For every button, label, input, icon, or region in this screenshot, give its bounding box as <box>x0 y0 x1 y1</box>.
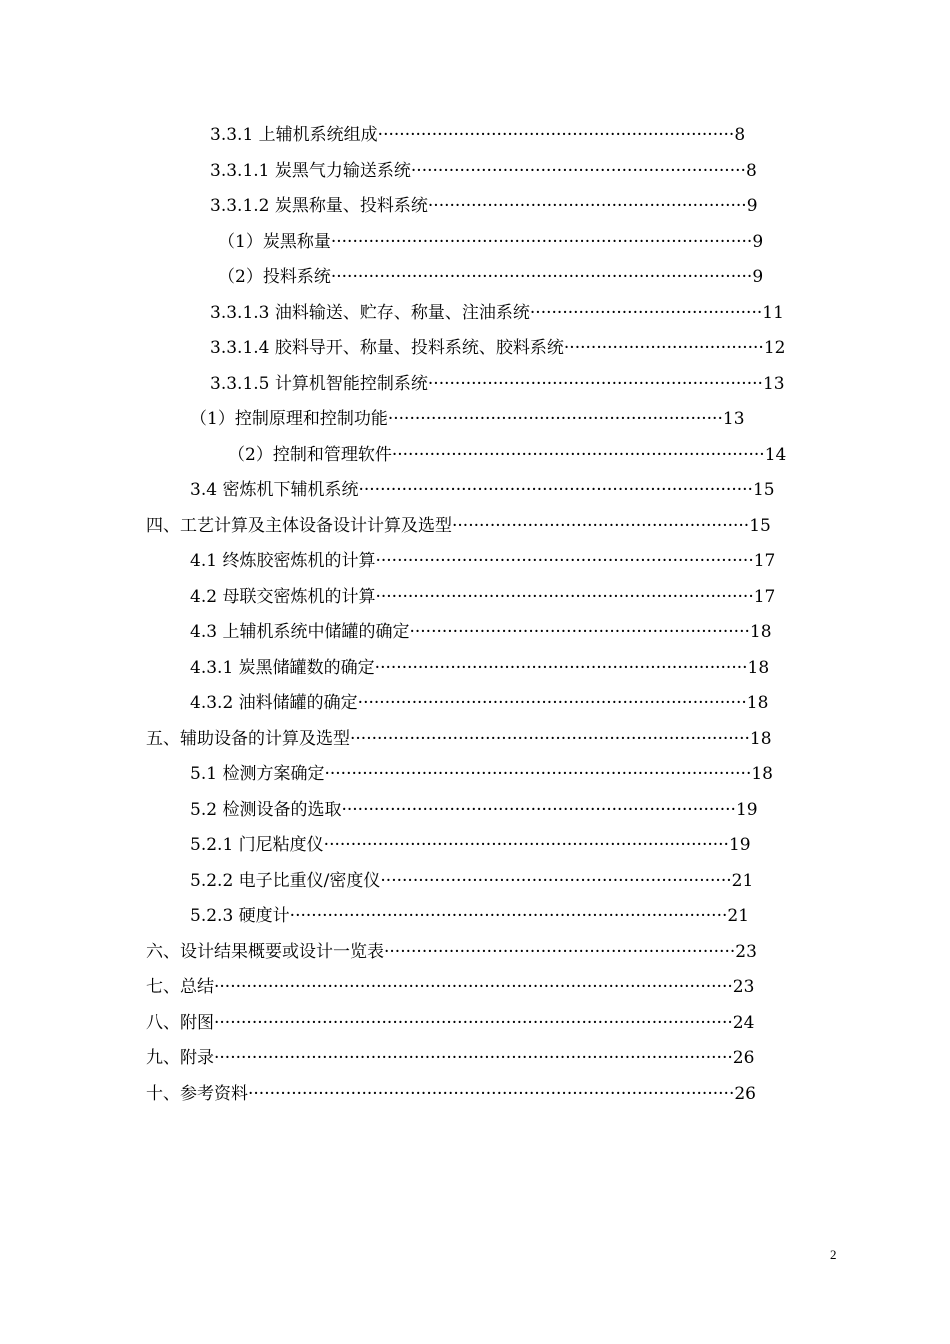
dot-leader: ··········································· <box>529 302 763 323</box>
toc-entry-page: 23 <box>735 941 757 962</box>
toc-entry-page: 19 <box>728 835 751 855</box>
toc-entry-label: 3.3.1.2 炭黑称量、投料系统 <box>210 196 428 216</box>
toc-entry-page: 23 <box>732 977 755 997</box>
toc-entry-label: 4.3 上辅机系统中储罐的确定 <box>190 622 410 642</box>
toc-entry-page: 8 <box>745 160 757 181</box>
toc-entry-page: 21 <box>731 870 754 891</box>
toc-entry <box>190 650 776 686</box>
toc-entry-page: 18 <box>749 622 772 642</box>
toc-entry-label: （1）炭黑称量 <box>218 231 331 252</box>
toc-entry-label: 4.3.1 炭黑储罐数的确定 <box>190 657 375 678</box>
toc-entry-page: 18 <box>751 764 773 784</box>
dot-leader: ······································································ <box>375 586 754 607</box>
toc-entry <box>210 366 790 402</box>
toc-entry <box>190 792 762 828</box>
toc-entry-label: 3.3.1.3 油料输送、贮存、称量、注油系统 <box>210 302 530 323</box>
dot-leader: ······························································· <box>409 622 750 642</box>
toc-entry-page: 13 <box>762 373 785 394</box>
toc-entry-label: 3.3.1.4 胶料导开、称量、投料系统、胶料系统 <box>210 338 564 358</box>
toc-entry-page: 17 <box>753 551 776 571</box>
toc-entry-label: 5.1 检测方案确定 <box>190 764 325 784</box>
toc-entry <box>146 934 762 970</box>
toc-entry <box>190 543 780 579</box>
toc-entry-page: 18 <box>746 693 769 713</box>
toc-entry-label: 3.3.1 上辅机系统组成 <box>210 125 378 145</box>
toc-entry-label: 3.4 密炼机下辅机系统 <box>190 480 359 500</box>
dot-leader: ····································································· <box>391 444 765 465</box>
dot-leader: ································································· <box>384 941 736 962</box>
dot-leader: ··············································································· <box>324 764 752 784</box>
toc-entry <box>210 153 762 189</box>
toc-entry <box>146 721 780 757</box>
dot-leader: ······································································ <box>375 551 754 571</box>
toc-entry-label: 5.2.2 电子比重仪/密度仪 <box>190 870 381 891</box>
toc-entry <box>190 863 762 899</box>
toc-entry <box>210 188 762 224</box>
dot-leader: ········································································ <box>357 693 747 713</box>
toc-entry-page: 26 <box>732 1048 755 1068</box>
toc-entry-page: 17 <box>753 586 776 607</box>
toc-entry-page: 13 <box>722 409 745 429</box>
toc-entry-page: 9 <box>752 267 764 287</box>
toc-entry <box>190 614 780 650</box>
toc-entry-page: 21 <box>727 906 750 926</box>
toc-entry <box>190 579 780 615</box>
page-number: 2 <box>830 1247 837 1262</box>
toc-entry-label: 六、设计结果概要或设计一览表 <box>146 941 384 962</box>
toc-entry-label: 3.3.1.5 计算机智能控制系统 <box>210 373 428 394</box>
dot-leader: ········································································· <box>358 480 753 500</box>
toc-entry-label: 七、总结 <box>146 977 214 997</box>
toc-entry-label: 四、工艺计算及主体设备设计计算及选型 <box>146 515 452 536</box>
toc-entry <box>190 401 752 437</box>
toc-entry <box>228 437 792 473</box>
dot-leader: ·························································································· <box>248 1083 735 1104</box>
dot-leader: ······························································ <box>427 373 763 394</box>
dot-leader: ·············································································· <box>330 231 753 252</box>
toc-entry-label: 五、辅助设备的计算及选型 <box>146 728 350 749</box>
dot-leader: ································································· <box>380 870 732 891</box>
toc-entry-page: 14 <box>764 444 787 465</box>
toc-entry-label: （2）控制和管理软件 <box>228 444 392 465</box>
toc-entry <box>190 472 780 508</box>
toc-entry-page: 8 <box>734 125 746 145</box>
toc-entry-page: 9 <box>746 196 758 216</box>
toc-entry-label: 九、附录 <box>146 1048 214 1068</box>
dot-leader: ················································································· <box>289 906 728 926</box>
toc-entry-label: 八、附图 <box>146 1012 214 1033</box>
dot-leader: ··························································· <box>427 196 747 216</box>
toc-entry-page: 15 <box>749 515 771 536</box>
toc-entry <box>190 685 776 721</box>
dot-leader: ·································································· <box>377 125 735 145</box>
dot-leader: ·········································································· <box>350 728 750 749</box>
toc-entry-label: （2）投料系统 <box>218 267 331 287</box>
toc-entry-label: 4.2 母联交密炼机的计算 <box>190 586 376 607</box>
dot-leader: ·············································································· <box>330 267 753 287</box>
toc-entry-label: （1）控制原理和控制功能 <box>190 409 388 429</box>
toc-entry-label: 5.2.3 硬度计 <box>190 906 290 926</box>
dot-leader: ········································································· <box>341 799 736 820</box>
toc-entry <box>146 969 762 1005</box>
toc-entry <box>190 756 780 792</box>
toc-entry-label: 5.2 检测设备的选取 <box>190 799 342 820</box>
toc-entry <box>146 1005 762 1041</box>
toc-entry <box>146 1076 762 1112</box>
dot-leader: ································································································ <box>214 977 733 997</box>
dot-leader: ····································· <box>563 338 764 358</box>
toc-entry-label: 4.1 终炼胶密炼机的计算 <box>190 551 376 571</box>
toc-entry <box>210 330 790 366</box>
toc-entry-page: 24 <box>732 1012 755 1033</box>
toc-entry <box>210 295 790 331</box>
toc-entry-page: 11 <box>762 302 784 323</box>
dot-leader: ································································································ <box>214 1012 733 1033</box>
toc-entry-label: 4.3.2 油料储罐的确定 <box>190 693 358 713</box>
toc-entry-page: 19 <box>735 799 758 820</box>
dot-leader: ······························································ <box>387 409 723 429</box>
toc-entry <box>218 259 772 295</box>
toc-entry-label: 十、参考资料 <box>146 1083 248 1104</box>
dot-leader: ································································································ <box>214 1048 733 1068</box>
toc-entry <box>146 508 780 544</box>
toc-entry-page: 26 <box>734 1083 756 1104</box>
toc-entry-page: 18 <box>749 728 772 749</box>
toc-entry-page: 9 <box>752 231 764 252</box>
toc-entry-page: 15 <box>752 480 775 500</box>
toc-entry <box>190 898 756 934</box>
toc-entry <box>146 1040 762 1076</box>
toc-entry-page: 18 <box>747 657 770 678</box>
dot-leader: ··········································································· <box>323 835 729 855</box>
toc-entry-label: 3.3.1.1 炭黑气力输送系统 <box>210 160 411 181</box>
dot-leader: ······························································ <box>410 160 746 181</box>
toc-entry-label: 5.2.1 门尼粘度仪 <box>190 835 324 855</box>
toc-entry <box>210 117 752 153</box>
toc-entry-page: 12 <box>763 338 786 358</box>
toc-entry <box>190 827 756 863</box>
toc-entry <box>218 224 772 260</box>
dot-leader: ····································································· <box>374 657 748 678</box>
dot-leader: ······················································· <box>452 515 750 536</box>
